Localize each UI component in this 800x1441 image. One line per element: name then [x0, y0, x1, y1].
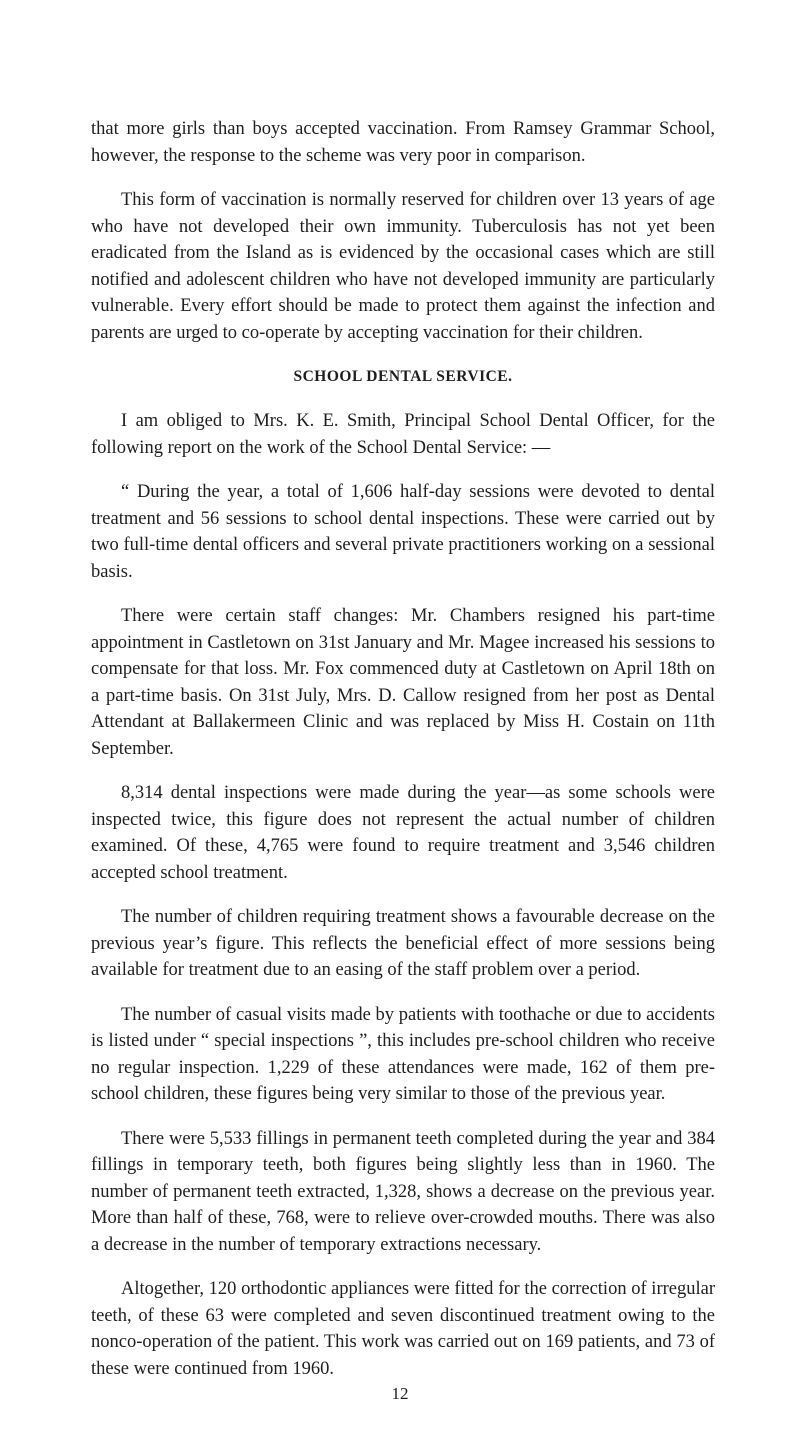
paragraph-treatment-decrease: The number of children requiring treatment shows a favourable decrease on the previous year’s figure. This reflects the beneficial effect of more sessions being available for treatment due to an easing of the staff problem over a period.	[91, 907, 715, 980]
document-body	[91, 116, 715, 1400]
paragraph-vaccination: This form of vaccination is normally reserved for children over 13 years of age who have not developed their own immunity. Tuberculosis has not yet been eradicated from the Island as is evidenced by the occasional cases which are still notified and adolescent children who have not developed immunity are particularly vulnerable. Every effort should be made to protect them against the infection and parents are urged to co-operate by accepting vaccination for their children.	[91, 190, 715, 343]
paragraph-intro: I am obliged to Mrs. K. E. Smith, Principal School Dental Officer, for the following report on the work of the School Dental Service: —	[91, 411, 715, 458]
page-number: 12	[391, 1384, 409, 1403]
paragraph-staff-changes: There were certain staff changes: Mr. Chambers resigned his part-time appointment in Castletown on 31st January and Mr. Magee increased his sessions to compensate for that loss. Mr. Fox commenced duty at Castletown on April 18th on a part-time basis. On 31st July, Mrs. D. Callow resigned from her post as Dental Attendant at Ballakermeen Clinic and was replaced by Miss H. Costain on 11th September.	[91, 606, 715, 759]
paragraph-inspections: 8,314 dental inspections were made during the year—as some schools were inspected twice, this figure does not represent the actual number of children examined. Of these, 4,765 were found to require treatment and 3,546 children accepted school treatment.	[91, 783, 715, 883]
paragraph-fillings: There were 5,533 fillings in permanent teeth completed during the year and 384 fillings in temporary teeth, both figures being slightly less than in 1960. The number of permanent teeth extracted, 1,328, shows a decrease on the previous year. More than half of these, 768, were to relieve over-crowded mouths. There was also a decrease in the number of temporary extractions necessary.	[91, 1128, 715, 1255]
paragraph-casual-visits: The number of casual visits made by patients with toothache or due to accidents is listed under “ special inspections ”, this includes pre-school children who receive no regular inspection. 1,229 of these attendances were made, 162 of them pre-school children, these figures being very similar to those of the previous year.	[91, 1004, 715, 1104]
paragraph-sessions: “ During the year, a total of 1,606 half-day sessions were devoted to dental treatment and 56 sessions to school dental inspections. These were carried out by two full-time dental officers and several private practitioners working on a sessional basis.	[91, 482, 715, 582]
section-heading: SCHOOL DENTAL SERVICE.	[293, 368, 513, 385]
paragraph-orthodontic: Altogether, 120 orthodontic appliances were fitted for the correction of irregular teeth, of these 63 were completed and seven discontinued treatment owing to the nonco-operation of the patient. This work was carried out on 169 patients, and 73 of these were continued from 1960.	[91, 1279, 715, 1379]
paragraph-continued: that more girls than boys accepted vaccination. From Ramsey Grammar School, however, the response to the scheme was very poor in comparison.	[91, 119, 715, 166]
